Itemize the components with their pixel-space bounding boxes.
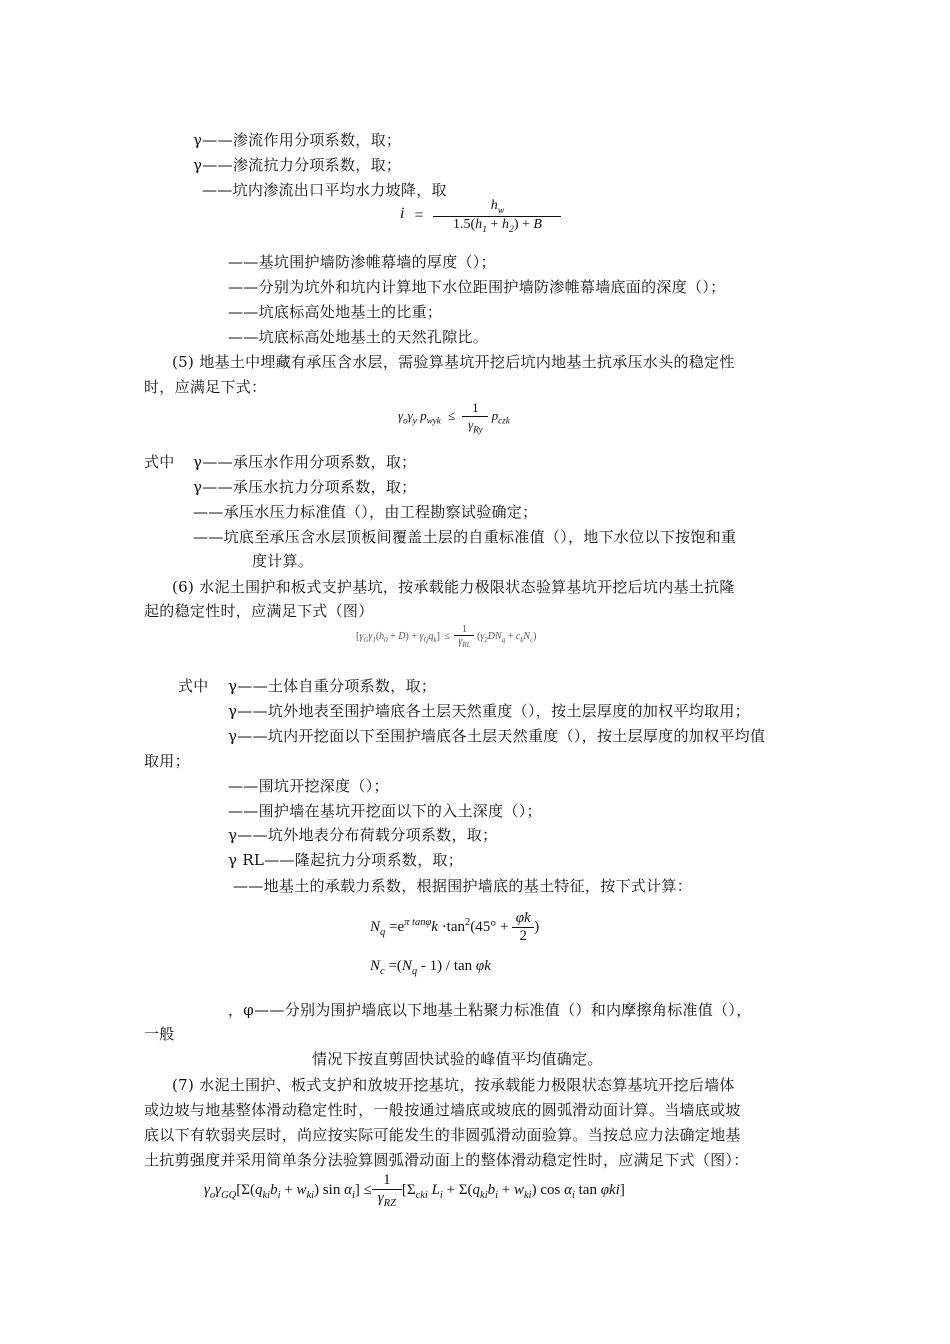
line-8: (5) 地基土中埋藏有承压含水层，需验算基坑开挖后坑内地基土抗承压水头的稳定性: [172, 353, 735, 371]
line-20: 取用；: [144, 752, 190, 770]
line-14: 度计算。: [252, 552, 314, 570]
line-15: (6) 水泥土围护和板式支护基坑，按承载能力极限状态验算基坑开挖后坑内基土抗隆: [172, 578, 735, 596]
line-29: (7) 水泥土围护、板式支护和放坡开挖基坑，按承载能力极限状态算基坑开挖后墙体: [172, 1076, 735, 1094]
line-11: γ——承压水抗力分项系数，取；: [193, 478, 417, 496]
line-25: ——地基土的承载力系数，根据围护墙底的基土特征，按下式计算：: [233, 877, 693, 895]
line-26: ，φ——分别为围护墙底以下地基土粘聚力标准值（）和内摩擦角标准值（），: [228, 1001, 752, 1019]
line-24: γ RL——隆起抗力分项系数，取；: [228, 851, 464, 869]
equation-bearing-factor-nq: $N_q =e^{\pi tan\varphi}k \cdot\tan^2(45^\circ$ + $\frac{\varphi k}{2}$ ): [370, 910, 540, 944]
line-22: ——围护墙在基坑开挖面以下的入土深度（）；: [228, 802, 542, 820]
line-5: ——分别为坑外和坑内计算地下水位距围护墙防渗帷幕墙底面的深度（）；: [228, 278, 726, 296]
line-17: γ——土体自重分项系数，取；: [228, 677, 437, 695]
line-2: γ——渗流抗力分项系数，取；: [193, 156, 402, 174]
line-32: 土抗剪强度并采用简单条分法验算圆弧滑动面上的整体滑动稳定性时，应满足下式（图）：: [144, 1151, 749, 1169]
line-4: ——基坑围护墙防渗帷幕墙的厚度（）；: [228, 253, 496, 271]
equation-confined-water: $\gamma_o\gamma_y$ $p_{wyk}$ ≤ $\frac{1}{\gamma_{Ry}}$ $p_{czk}$: [398, 400, 510, 435]
line-27: 一般: [144, 1025, 175, 1043]
line-19: γ——坑内开挖面以下至围护墙底各土层天然重度（），按土层厚度的加权平均值: [228, 727, 766, 745]
line-30: 或边坡与地基整体滑动稳定性时，一般按通过墙底或坡底的圆弧滑动面计算。当墙底或坡: [144, 1101, 741, 1119]
line-28: 情况下按直剪固快试验的峰值平均值确定。: [312, 1050, 603, 1068]
line-3: ——坑内渗流出口平均水力坡降，取: [202, 181, 447, 199]
line-6: ——坑底标高处地基土的比重；: [228, 303, 443, 321]
equation-overall-sliding: $\gamma_o\gamma_{GQ}[\Sigma(q_{ki}b_i + w_{ki})$ $\sin \alpha_i$] ≤ $\frac{1}{\gamma_{RZ}}$ [$\Sigma_{cki}$ $L_i + \Sigma(q_{ki}b_i + w_{ki})$ $\cos \alpha_i$ tan φki]: [204, 1172, 625, 1209]
line-12: ——承压水压力标准值（），由工程勘察试验确定；: [193, 503, 538, 521]
equation-hydraulic-gradient: i = $\frac{h_w}{1.5(h_1 + h_2) + B}$: [400, 198, 561, 235]
line-1: γ——渗流作用分项系数，取；: [193, 131, 402, 149]
line-18: γ——坑外地表至围护墙底各土层天然重度（），按土层厚度的加权平均取用；: [228, 702, 750, 720]
line-31: 底以下有软弱夹层时，尚应按实际可能发生的非圆弧滑动面验算。当按总应力法确定地基: [144, 1126, 741, 1144]
equation-heave-stability: $[\gamma_G\gamma_1(h_0 + D) + \gamma_Qq_k]$ ≤ $\frac{1}{\gamma_{RL}}$ $(\gamma_2DN_q + c_kN_c)$: [356, 624, 537, 649]
line-7: ——坑底标高处地基土的天然孔隙比。: [228, 328, 489, 346]
line-10-label: 式中: [144, 453, 175, 471]
line-16: 起的稳定性时，应满足下式（图）: [144, 602, 374, 620]
line-10: γ——承压水作用分项系数，取；: [193, 453, 417, 471]
line-21: ——围坑开挖深度（）；: [228, 777, 389, 795]
equation-bearing-factor-nc: $N_c =(N_q - 1) / \tan \varphi k$: [370, 958, 491, 977]
line-9: 时，应满足下式：: [144, 378, 267, 396]
line-23: γ——坑外地表分布荷载分项系数，取；: [228, 826, 498, 844]
line-13: ——坑底至承压含水层顶板间覆盖土层的自重标准值（），地下水位以下按饱和重: [193, 528, 737, 546]
line-17-label: 式中: [178, 677, 209, 695]
